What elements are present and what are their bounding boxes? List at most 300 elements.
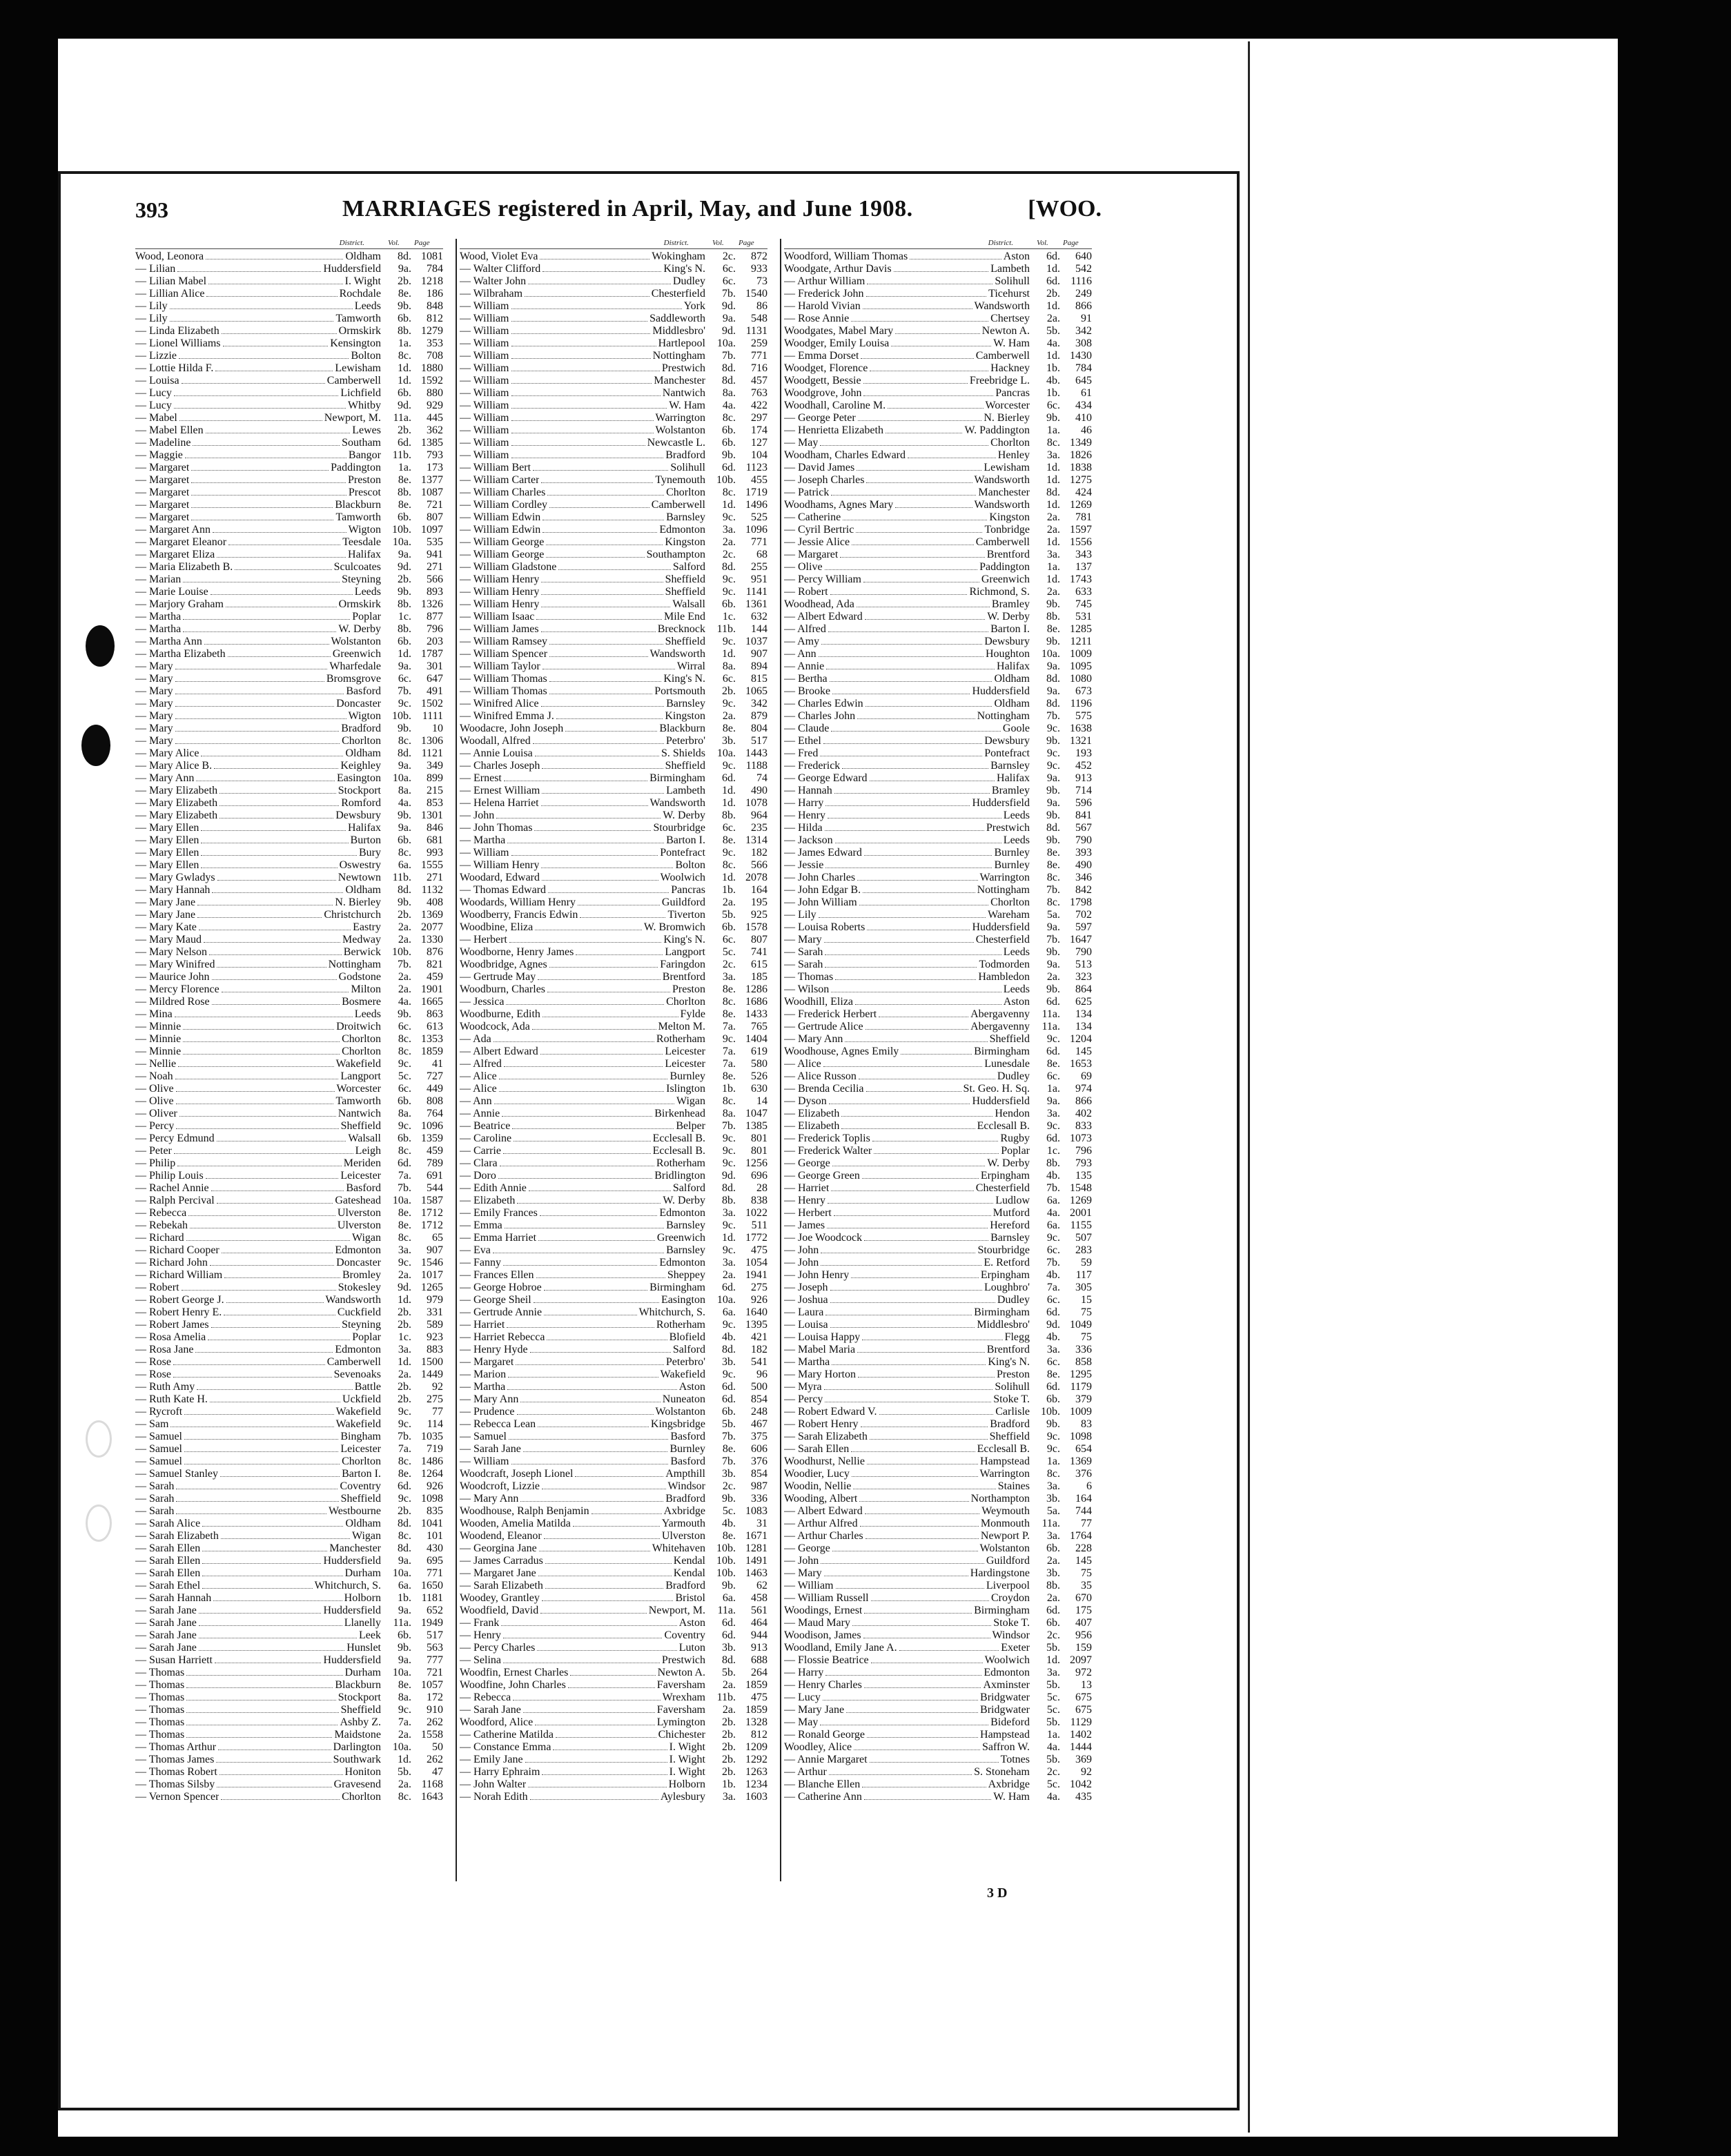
entry-volume: 9a. (398, 660, 411, 672)
entry-district: Nantwich (662, 387, 705, 399)
leader-dots (830, 1302, 995, 1303)
entry-volume: 7b. (1046, 884, 1060, 896)
entry-volume: 2a. (398, 983, 411, 995)
entry-district: Lewes (352, 424, 381, 436)
index-entry (460, 1468, 767, 1480)
entry-volume: 9b. (722, 449, 736, 461)
leader-dots (212, 979, 337, 980)
entry-district: Lichfield (340, 387, 381, 399)
entry-page: 541 (751, 1356, 767, 1368)
entry-volume: 1a. (1046, 1729, 1060, 1741)
entry-volume: 8b. (398, 623, 411, 635)
entry-district: Bridgwater (980, 1692, 1030, 1703)
leader-dots (545, 1588, 663, 1589)
entry-name: — Robert James (135, 1319, 209, 1331)
index-entry (135, 362, 443, 375)
entry-district: Ecclesall B. (652, 1145, 705, 1157)
leader-dots (864, 1687, 981, 1688)
entry-volume: 6b. (398, 1133, 411, 1144)
leader-dots (509, 1439, 668, 1440)
index-entry (784, 685, 1092, 698)
entry-district: I. Wight (669, 1766, 705, 1778)
entry-district: Maidstone (334, 1729, 381, 1741)
leader-dots (212, 892, 343, 893)
entry-district: Bradford (990, 1418, 1030, 1430)
entry-district: Cuckfield (337, 1306, 381, 1318)
entry-page: 393 (1075, 847, 1092, 859)
index-entry (460, 1754, 767, 1766)
entry-page: 457 (751, 375, 767, 386)
entry-district: Poplar (352, 611, 381, 623)
index-entry (135, 350, 443, 362)
index-entry (460, 1046, 767, 1058)
index-entry (460, 1058, 767, 1070)
index-entry (135, 896, 443, 909)
leader-dots (570, 1675, 655, 1676)
index-entry (784, 810, 1092, 822)
entry-name: — Albert Edward (784, 611, 863, 623)
leader-dots (534, 830, 651, 831)
leader-dots (835, 979, 976, 980)
entry-district: Bramley (991, 785, 1030, 796)
entry-district: Newton A. (981, 325, 1030, 337)
entry-page: 1131 (745, 325, 767, 337)
entry-district: Stoke T. (993, 1617, 1030, 1629)
entry-volume: 9c. (398, 698, 411, 709)
entry-district: Leicester (665, 1058, 705, 1070)
entry-page: 801 (751, 1133, 767, 1144)
index-entry (784, 1406, 1092, 1418)
entry-district: Warrington (979, 872, 1030, 883)
entry-volume: 9d. (398, 400, 411, 411)
entry-volume: 1c. (1046, 1145, 1060, 1157)
entry-district: Lewisham (984, 462, 1030, 473)
entry-district: Chichester (658, 1729, 705, 1741)
entry-page: 75 (1081, 1306, 1092, 1318)
entry-district: Aston (1003, 251, 1030, 262)
entry-name: Woodgates, Mabel Mary (784, 325, 894, 337)
leader-dots (199, 1613, 322, 1614)
index-entry (460, 1070, 767, 1083)
entry-district: Bingham (340, 1431, 381, 1442)
index-entry (784, 934, 1092, 946)
leader-dots (183, 1029, 334, 1030)
entry-page: 575 (1075, 710, 1092, 722)
entry-name: Woodin, Nellie (784, 1480, 852, 1492)
entry-district: Manchester (329, 1542, 381, 1554)
entry-page: 972 (1075, 1667, 1092, 1678)
entry-page: 6 (1086, 1480, 1092, 1492)
entry-district: Barnsley (666, 1219, 705, 1231)
entry-name: — Mary Alice (135, 747, 199, 759)
entry-name: — Mary Horton (784, 1369, 856, 1380)
index-entry (135, 623, 443, 636)
leader-dots (830, 1290, 982, 1291)
entry-district: Sculcoates (333, 561, 381, 573)
entry-volume: 1c. (398, 611, 411, 623)
entry-page: 1054 (745, 1257, 767, 1268)
entry-district: Medway (342, 934, 381, 945)
index-entry (135, 1480, 443, 1493)
index-entry (135, 1692, 443, 1704)
entry-page: 858 (1075, 1356, 1092, 1368)
entry-name: — Eva (460, 1244, 491, 1256)
index-entry (784, 1456, 1092, 1468)
index-entry (784, 772, 1092, 785)
entry-volume: 6c. (722, 934, 736, 945)
index-entry (784, 1282, 1092, 1294)
entry-name: — Rosa Amelia (135, 1331, 206, 1343)
leader-dots (511, 445, 645, 446)
entry-page: 1369 (1070, 1456, 1092, 1467)
entry-district: Bideford (990, 1716, 1030, 1728)
leader-dots (556, 718, 663, 719)
entry-name: — William (460, 337, 509, 349)
entry-page: 866 (1075, 300, 1092, 312)
index-entry (784, 1393, 1092, 1406)
entry-volume: 9b. (398, 896, 411, 908)
entry-page: 1402 (1070, 1729, 1092, 1741)
index-entry (784, 710, 1092, 723)
index-entry (784, 1654, 1092, 1667)
entry-volume: 9c. (1046, 1120, 1060, 1132)
entry-volume: 6d. (722, 1381, 736, 1393)
leader-dots (542, 271, 661, 272)
leader-dots (532, 1029, 656, 1030)
entry-name: — Mary (784, 934, 822, 945)
leader-dots (517, 1203, 661, 1204)
entry-page: 647 (427, 673, 443, 685)
entry-district: Ulverston (337, 1207, 381, 1219)
index-entry (784, 1592, 1092, 1605)
entry-page: 1087 (421, 487, 443, 498)
entry-volume: 8c. (398, 1145, 411, 1157)
leader-dots (186, 1737, 332, 1738)
index-entry (135, 263, 443, 275)
entry-volume: 3a. (1046, 1344, 1060, 1355)
entry-name: — Clara (460, 1157, 498, 1169)
entry-volume: 9a. (1046, 660, 1060, 672)
entry-name: — Herbert (460, 934, 507, 945)
index-entry (460, 1207, 767, 1219)
entry-district: Middlesbro' (977, 1319, 1030, 1331)
index-entry (460, 524, 767, 536)
leader-dots (504, 1066, 663, 1067)
entry-district: Brentford (986, 1344, 1030, 1355)
index-entry (460, 1505, 767, 1518)
leader-dots (541, 706, 665, 707)
index-entry (135, 1145, 443, 1157)
entry-name: — Henry Hyde (460, 1344, 528, 1355)
entry-name: — Walter Clifford (460, 263, 541, 275)
entry-name: — Brenda Cecilia (784, 1083, 864, 1095)
entry-volume: 9b. (1046, 983, 1060, 995)
entry-volume: 8e. (398, 499, 411, 511)
entry-page: 673 (1075, 685, 1092, 697)
entry-district: Brecknock (657, 623, 705, 635)
index-entry (784, 288, 1092, 300)
entry-name: — Mildred Rose (135, 996, 210, 1008)
entry-name: — William Thomas (460, 673, 547, 685)
entry-district: Ecclesall B. (977, 1443, 1030, 1455)
entry-name: — Thomas (135, 1679, 185, 1691)
entry-page: 127 (751, 437, 767, 449)
leader-dots (176, 1091, 335, 1092)
leader-dots (173, 1364, 325, 1365)
leader-dots (202, 1526, 343, 1527)
entry-district: Newport P. (980, 1530, 1030, 1542)
entry-page: 195 (751, 896, 767, 908)
entry-page: 1486 (421, 1456, 443, 1467)
leader-dots (540, 1215, 657, 1216)
entry-district: Steyning (342, 574, 381, 585)
entry-name: — Mary Ann (460, 1493, 519, 1505)
entry-volume: 1b. (398, 1592, 411, 1604)
entry-page: 1078 (745, 797, 767, 809)
signature-mark: 3 D (987, 1885, 1008, 1901)
entry-district: Portsmouth (654, 685, 705, 697)
entry-page: 1548 (1070, 1182, 1092, 1194)
column-heading (135, 239, 443, 249)
leader-dots (193, 445, 340, 446)
entry-district: Pancras (671, 884, 705, 896)
entry-district: Leek (359, 1629, 381, 1641)
index-entry (135, 1170, 443, 1182)
entry-volume: 1d. (398, 362, 411, 374)
entry-name: Woodhurst, Nellie (784, 1456, 865, 1467)
leader-dots (224, 1277, 340, 1278)
entry-volume: 2a. (1046, 586, 1060, 598)
index-entry (460, 623, 767, 636)
index-entry (460, 1195, 767, 1207)
leader-dots (879, 1414, 994, 1415)
entry-page: 846 (427, 822, 443, 834)
entry-district: Coventry (340, 1480, 381, 1492)
leader-dots (819, 917, 986, 918)
leader-dots (842, 768, 988, 769)
entry-volume: 11a. (393, 412, 411, 424)
index-entry (135, 747, 443, 760)
entry-page: 379 (1075, 1393, 1092, 1405)
entry-district: Sheffield (340, 1120, 381, 1132)
index-entry (135, 1518, 443, 1530)
entry-page: 777 (427, 1654, 443, 1666)
entry-volume: 11a. (1041, 1021, 1060, 1032)
index-entry (135, 648, 443, 660)
leader-dots (863, 308, 972, 309)
entry-volume: 6b. (1046, 1617, 1060, 1629)
entry-volume: 1b. (1046, 387, 1060, 399)
leader-dots (174, 395, 338, 396)
index-entry (784, 785, 1092, 797)
entry-district: Ecclesall B. (652, 1133, 705, 1144)
leader-dots (213, 1600, 342, 1601)
leader-dots (841, 1128, 975, 1129)
entry-page: 1211 (1070, 636, 1092, 647)
index-entry (460, 586, 767, 598)
leader-dots (202, 1563, 321, 1564)
entry-page: 182 (751, 847, 767, 859)
index-entry (135, 1058, 443, 1070)
entry-name: Woodhall, Caroline M. (784, 400, 886, 411)
index-entry (784, 698, 1092, 710)
entry-volume: 8d. (398, 1542, 411, 1554)
entry-page: 13 (1081, 1679, 1092, 1691)
entry-name: Woodhams, Agnes Mary (784, 499, 894, 511)
entry-district: Basford (670, 1456, 705, 1467)
entry-district: Burnley (669, 1443, 705, 1455)
entry-volume: 1d. (1046, 300, 1060, 312)
entry-district: Greenwich (981, 574, 1030, 585)
entry-page: 193 (1075, 747, 1092, 759)
entry-name: — Arthur Charles (784, 1530, 863, 1542)
entry-district: N. Bierley (984, 412, 1030, 424)
entry-volume: 9d. (722, 1170, 736, 1182)
entry-page: 964 (751, 810, 767, 821)
index-entry (460, 325, 767, 337)
leader-dots (866, 1029, 968, 1030)
leader-dots (184, 1439, 338, 1440)
entry-page: 185 (751, 971, 767, 983)
index-entry (784, 996, 1092, 1008)
index-entry (784, 834, 1092, 847)
entry-district: Chorlton (990, 437, 1030, 449)
entry-name: — Marie Louise (135, 586, 208, 598)
entry-volume: 6c. (398, 673, 411, 685)
entry-volume: 9d. (722, 300, 736, 312)
entry-name: — Sarah Jane (135, 1605, 197, 1616)
entry-name: — Amy (784, 636, 820, 647)
entry-district: Coventry (664, 1629, 705, 1641)
entry-name: Woodcock, Ada (460, 1021, 530, 1032)
index-entry (784, 449, 1092, 462)
entry-volume: 6b. (398, 1095, 411, 1107)
entry-district: Greenwich (656, 1232, 705, 1244)
entry-page: 1269 (1070, 499, 1092, 511)
entry-name: — Ernest William (460, 785, 540, 796)
entry-name: — William (460, 387, 509, 399)
entry-name: — Lucy (784, 1692, 821, 1703)
entry-page: 525 (751, 511, 767, 523)
index-entry (135, 797, 443, 810)
index-entry (460, 375, 767, 387)
leader-dots (199, 1625, 342, 1626)
leader-dots (214, 768, 338, 769)
leader-dots (188, 1215, 335, 1216)
entry-volume: 6d. (1046, 1381, 1060, 1393)
entry-name: — Sarah Ellen (135, 1567, 201, 1579)
entry-name: Woodhouse, Ralph Benjamin (460, 1505, 589, 1517)
entry-name: — William (460, 437, 509, 449)
entry-district: Bramley (991, 598, 1030, 610)
entry-name: — Mina (135, 1008, 173, 1020)
leader-dots (175, 731, 340, 732)
entry-district: Sevenoaks (333, 1369, 381, 1380)
entry-page: 1049 (1070, 1319, 1092, 1331)
entry-name: — Marjory Graham (135, 598, 224, 610)
leader-dots (174, 1153, 353, 1154)
entry-district: Wandsworth (325, 1294, 381, 1306)
entry-page: 907 (427, 1244, 443, 1256)
entry-district: Peterbro' (665, 735, 705, 747)
index-entry (135, 1654, 443, 1667)
leader-dots (540, 1054, 663, 1055)
entry-district: E. Retford (984, 1257, 1030, 1268)
entry-volume: 9b. (1046, 946, 1060, 958)
entry-page: 28 (756, 1182, 767, 1194)
entry-volume: 4a. (1046, 337, 1060, 349)
entry-volume: 2b. (398, 909, 411, 921)
entry-page: 362 (427, 424, 443, 436)
entry-volume: 9b. (1046, 735, 1060, 747)
entry-name: — Sarah Jane (135, 1629, 197, 1641)
entry-district: Richmond, S. (969, 586, 1030, 598)
entry-district: Bradford (341, 723, 381, 734)
entry-page: 323 (1075, 971, 1092, 983)
leader-dots (841, 1116, 992, 1117)
entry-volume: 4a. (398, 797, 411, 809)
entry-volume: 10a. (1041, 648, 1060, 660)
entry-page: 264 (751, 1667, 767, 1678)
index-entry (135, 1766, 443, 1778)
index-entry (784, 275, 1092, 288)
entry-district: Middlesbro' (652, 325, 705, 337)
entry-district: Durham (344, 1567, 381, 1579)
entry-district: Tamworth (335, 313, 381, 324)
entry-page: 455 (751, 474, 767, 486)
entry-name: — Harriet (460, 1319, 505, 1331)
page-number: 393 (135, 197, 168, 222)
entry-page: 1328 (745, 1716, 767, 1728)
entry-name: — Henry (784, 1195, 825, 1206)
entry-page: 1941 (745, 1269, 767, 1281)
index-entry (784, 1505, 1092, 1518)
entry-name: — Catherine (784, 511, 841, 523)
entry-name: — Caroline (460, 1133, 512, 1144)
entry-page: 630 (751, 1083, 767, 1095)
entry-name: — Samuel (135, 1431, 182, 1442)
entry-district: Westbourne (328, 1505, 381, 1517)
entry-district: Manchester (654, 375, 705, 386)
entry-page: 790 (1075, 946, 1092, 958)
entry-volume: 2a. (1046, 971, 1060, 983)
leader-dots (211, 1327, 340, 1328)
index-entry (460, 1244, 767, 1257)
entry-district: Birmingham (974, 1605, 1030, 1616)
entry-volume: 7b. (398, 1182, 411, 1194)
entry-name: — Henrietta Elizabeth (784, 424, 883, 436)
entry-volume: 9c. (1046, 1443, 1060, 1455)
entry-volume: 2a. (398, 1369, 411, 1380)
leader-dots (499, 1091, 664, 1092)
entry-page: 974 (1075, 1083, 1092, 1095)
index-entry (460, 611, 767, 623)
entry-district: Eastry (353, 921, 381, 933)
entry-volume: 10a. (716, 1294, 736, 1306)
entry-name: — Margaret Jane (460, 1567, 536, 1579)
entry-volume: 8d. (722, 362, 736, 374)
leader-dots (235, 569, 331, 570)
entry-district: Luton (678, 1642, 705, 1654)
entry-name: — Olive (135, 1083, 174, 1095)
index-entry (784, 536, 1092, 549)
entry-district: Lunesdale (984, 1058, 1030, 1070)
entry-district: Gravesend (333, 1778, 381, 1790)
entry-page: 1037 (745, 636, 767, 647)
entry-name: — Rose Annie (784, 313, 850, 324)
entry-page: 771 (751, 350, 767, 362)
entry-district: Totnes (1000, 1754, 1030, 1765)
